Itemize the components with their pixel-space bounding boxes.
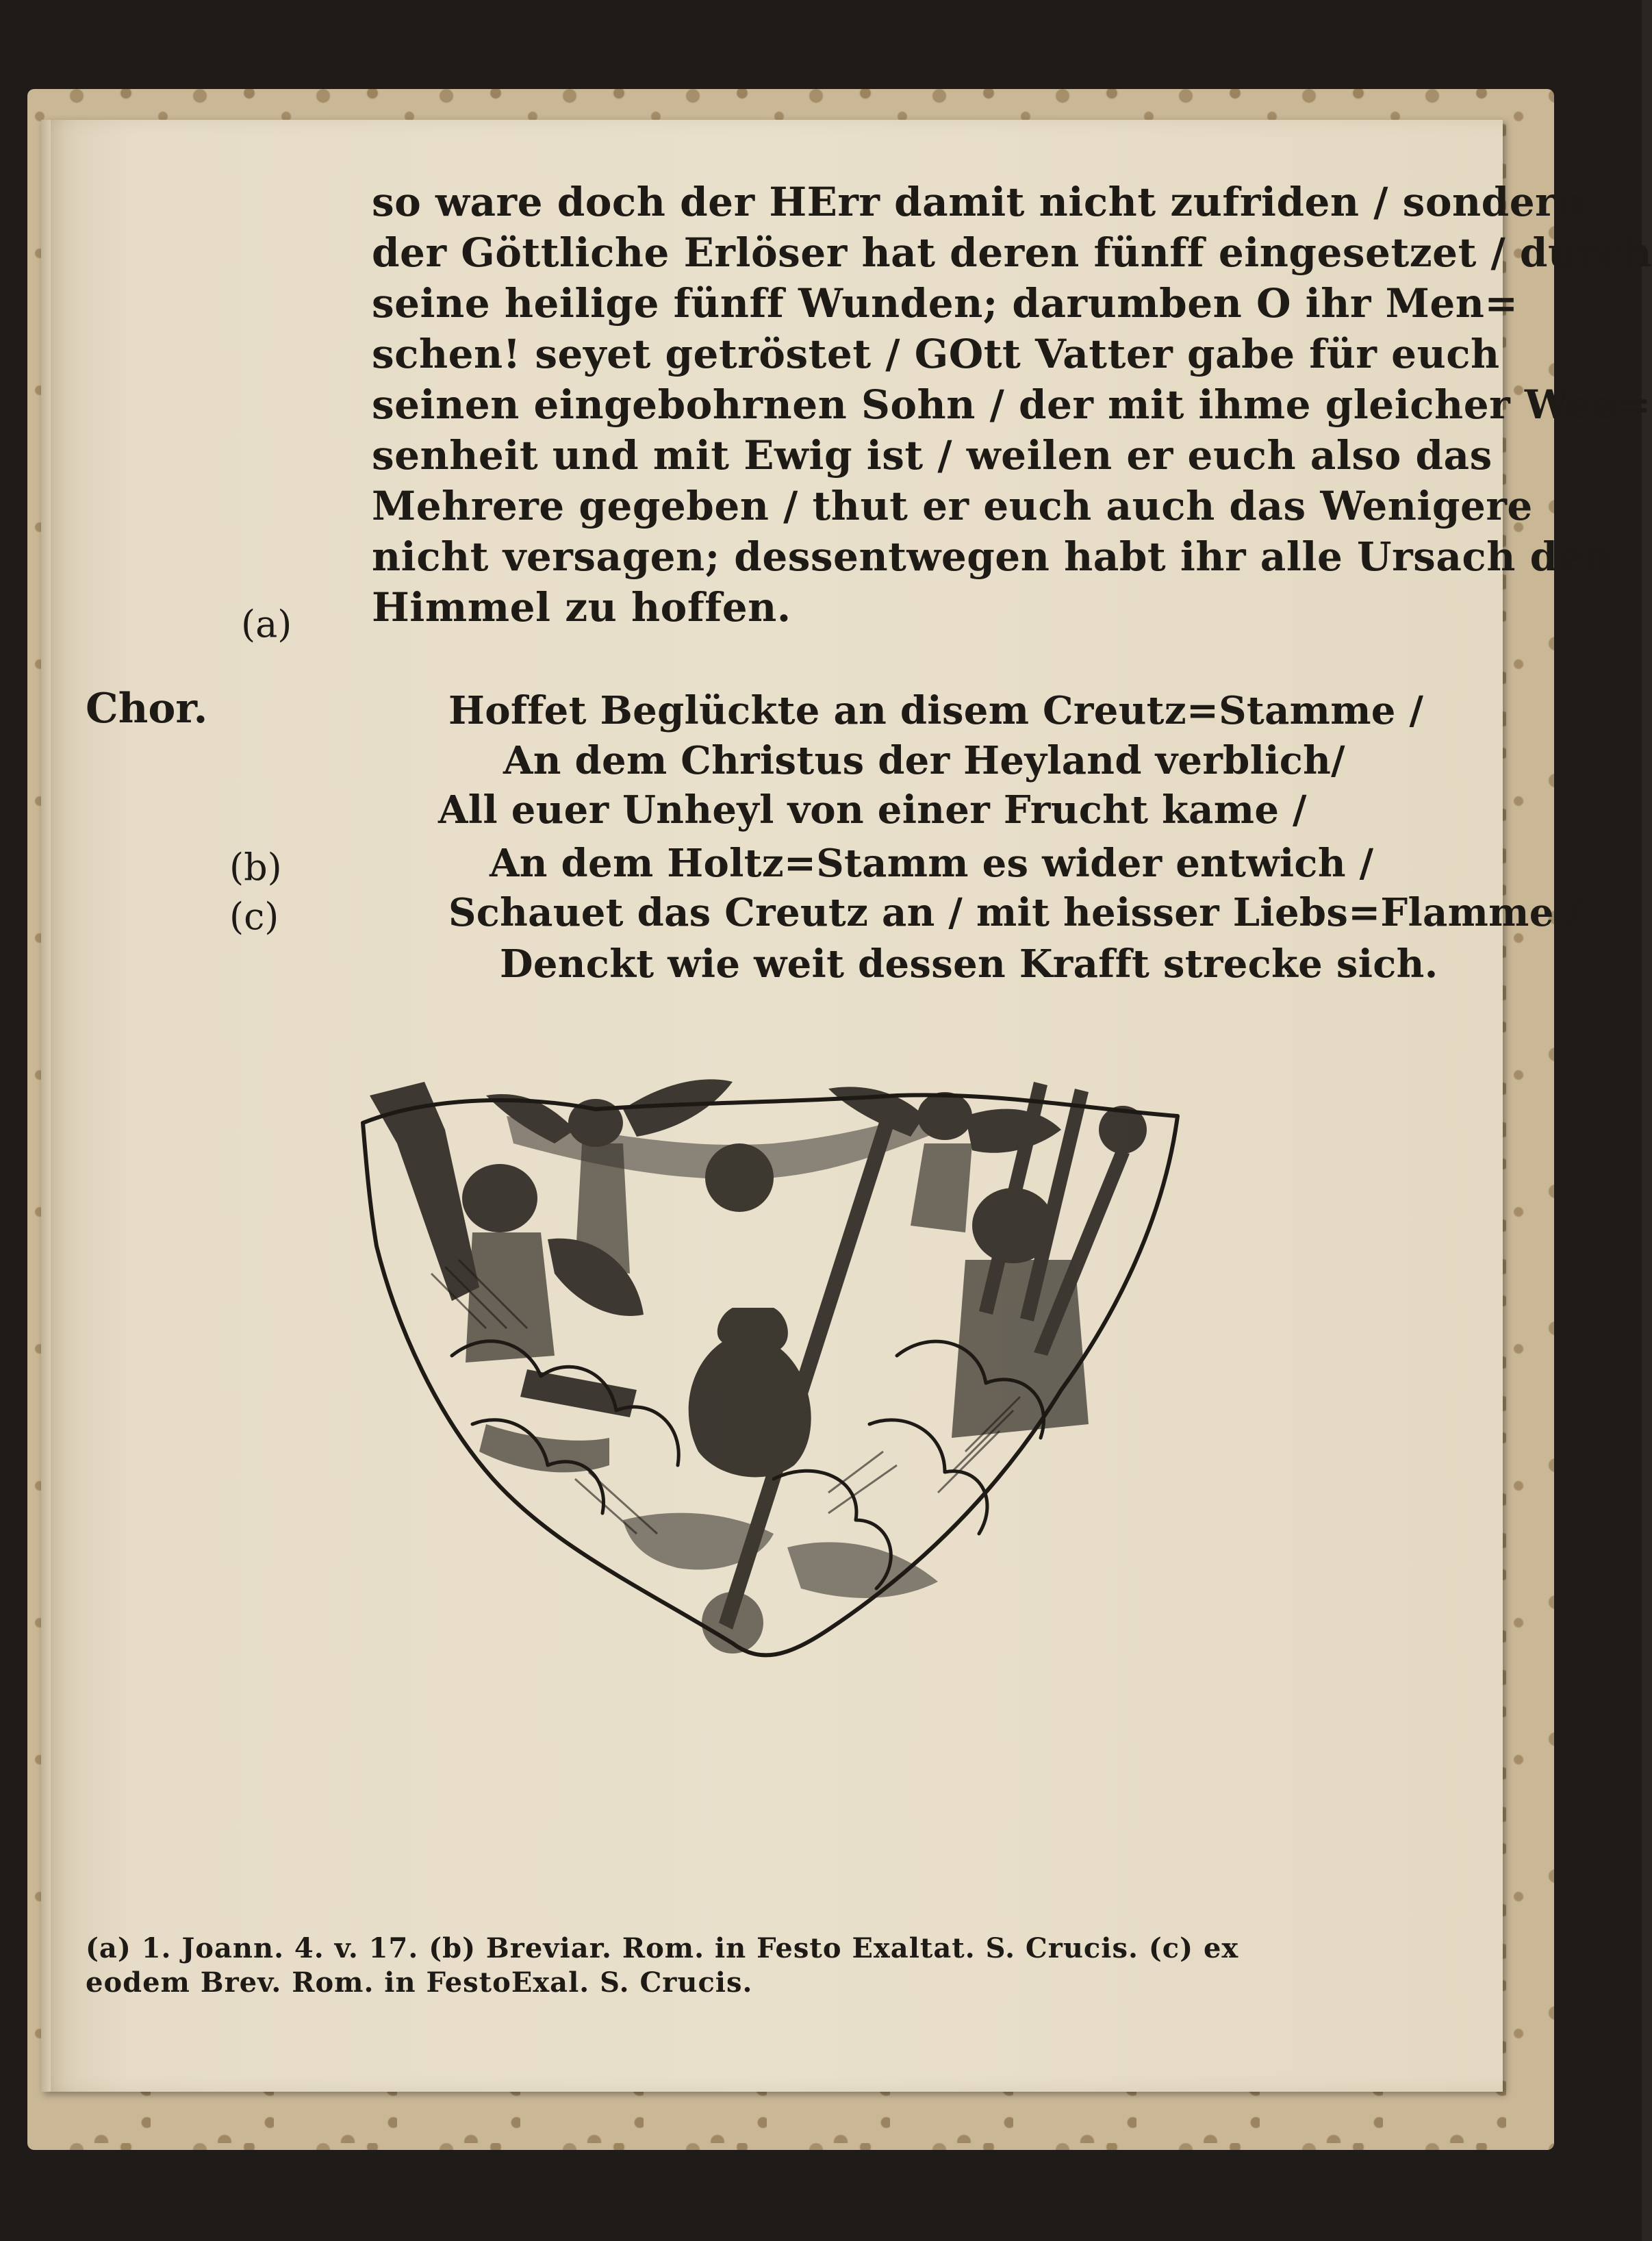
footnote-line-1: (a) 1. Joann. 4. v. 17. (b) Breviar. Rom. in Festo Exaltat. S. Crucis. (c) ex [86, 1932, 1239, 1964]
verse-line-1: Hoffet Beglückte an disem Creutz=Stamme / [448, 688, 1424, 733]
margin-marker-c: (c) [229, 895, 279, 938]
body-paragraph [372, 177, 1652, 633]
verse-line-6: Denckt wie weit dessen Krafft strecke sich. [500, 941, 1438, 987]
body-line-8: nicht versagen; dessentwegen habt ihr alle Ursach den [372, 533, 1613, 580]
body-line-2: der Göttliche Erlöser hat deren fünff eingesetzet / durch [372, 229, 1652, 276]
verse-line-4: An dem Holtz=Stamm es wider entwich / [490, 841, 1374, 886]
body-line-3: seine heilige fünff Wunden; darumben O ihr Men= [372, 280, 1518, 327]
verse-line-2: An dem Christus der Heyland verblich/ [503, 738, 1345, 783]
footnote-line-2: eodem Brev. Rom. in FestoExal. S. Crucis. [86, 1966, 753, 1999]
body-line-1: so ware doch der HErr damit nicht zufriden / sondern [372, 179, 1586, 225]
woodcut-ornament-angels-cross [349, 1068, 1198, 1684]
body-line-5: seinen eingebohrnen Sohn / der mit ihme gleicher Wee= [372, 381, 1651, 428]
body-line-9: Himmel zu hoffen. [372, 584, 791, 631]
margin-marker-a: (a) [241, 603, 292, 646]
verse-line-5: Schauet das Creutz an / mit heisser Liebs=Flamme / [448, 890, 1582, 935]
body-line-4: schen! seyet getröstet / GOtt Vatter gabe für euch [372, 331, 1500, 377]
body-line-7: Mehrere gegeben / thut er euch auch das Wenigere [372, 483, 1533, 529]
body-line-6: senheit und mit Ewig ist / weilen er euch also das [372, 432, 1492, 479]
margin-marker-b: (b) [229, 846, 282, 889]
chor-label: Chor. [86, 685, 208, 733]
verse-line-3: All euer Unheyl von einer Frucht kame / [438, 787, 1307, 833]
